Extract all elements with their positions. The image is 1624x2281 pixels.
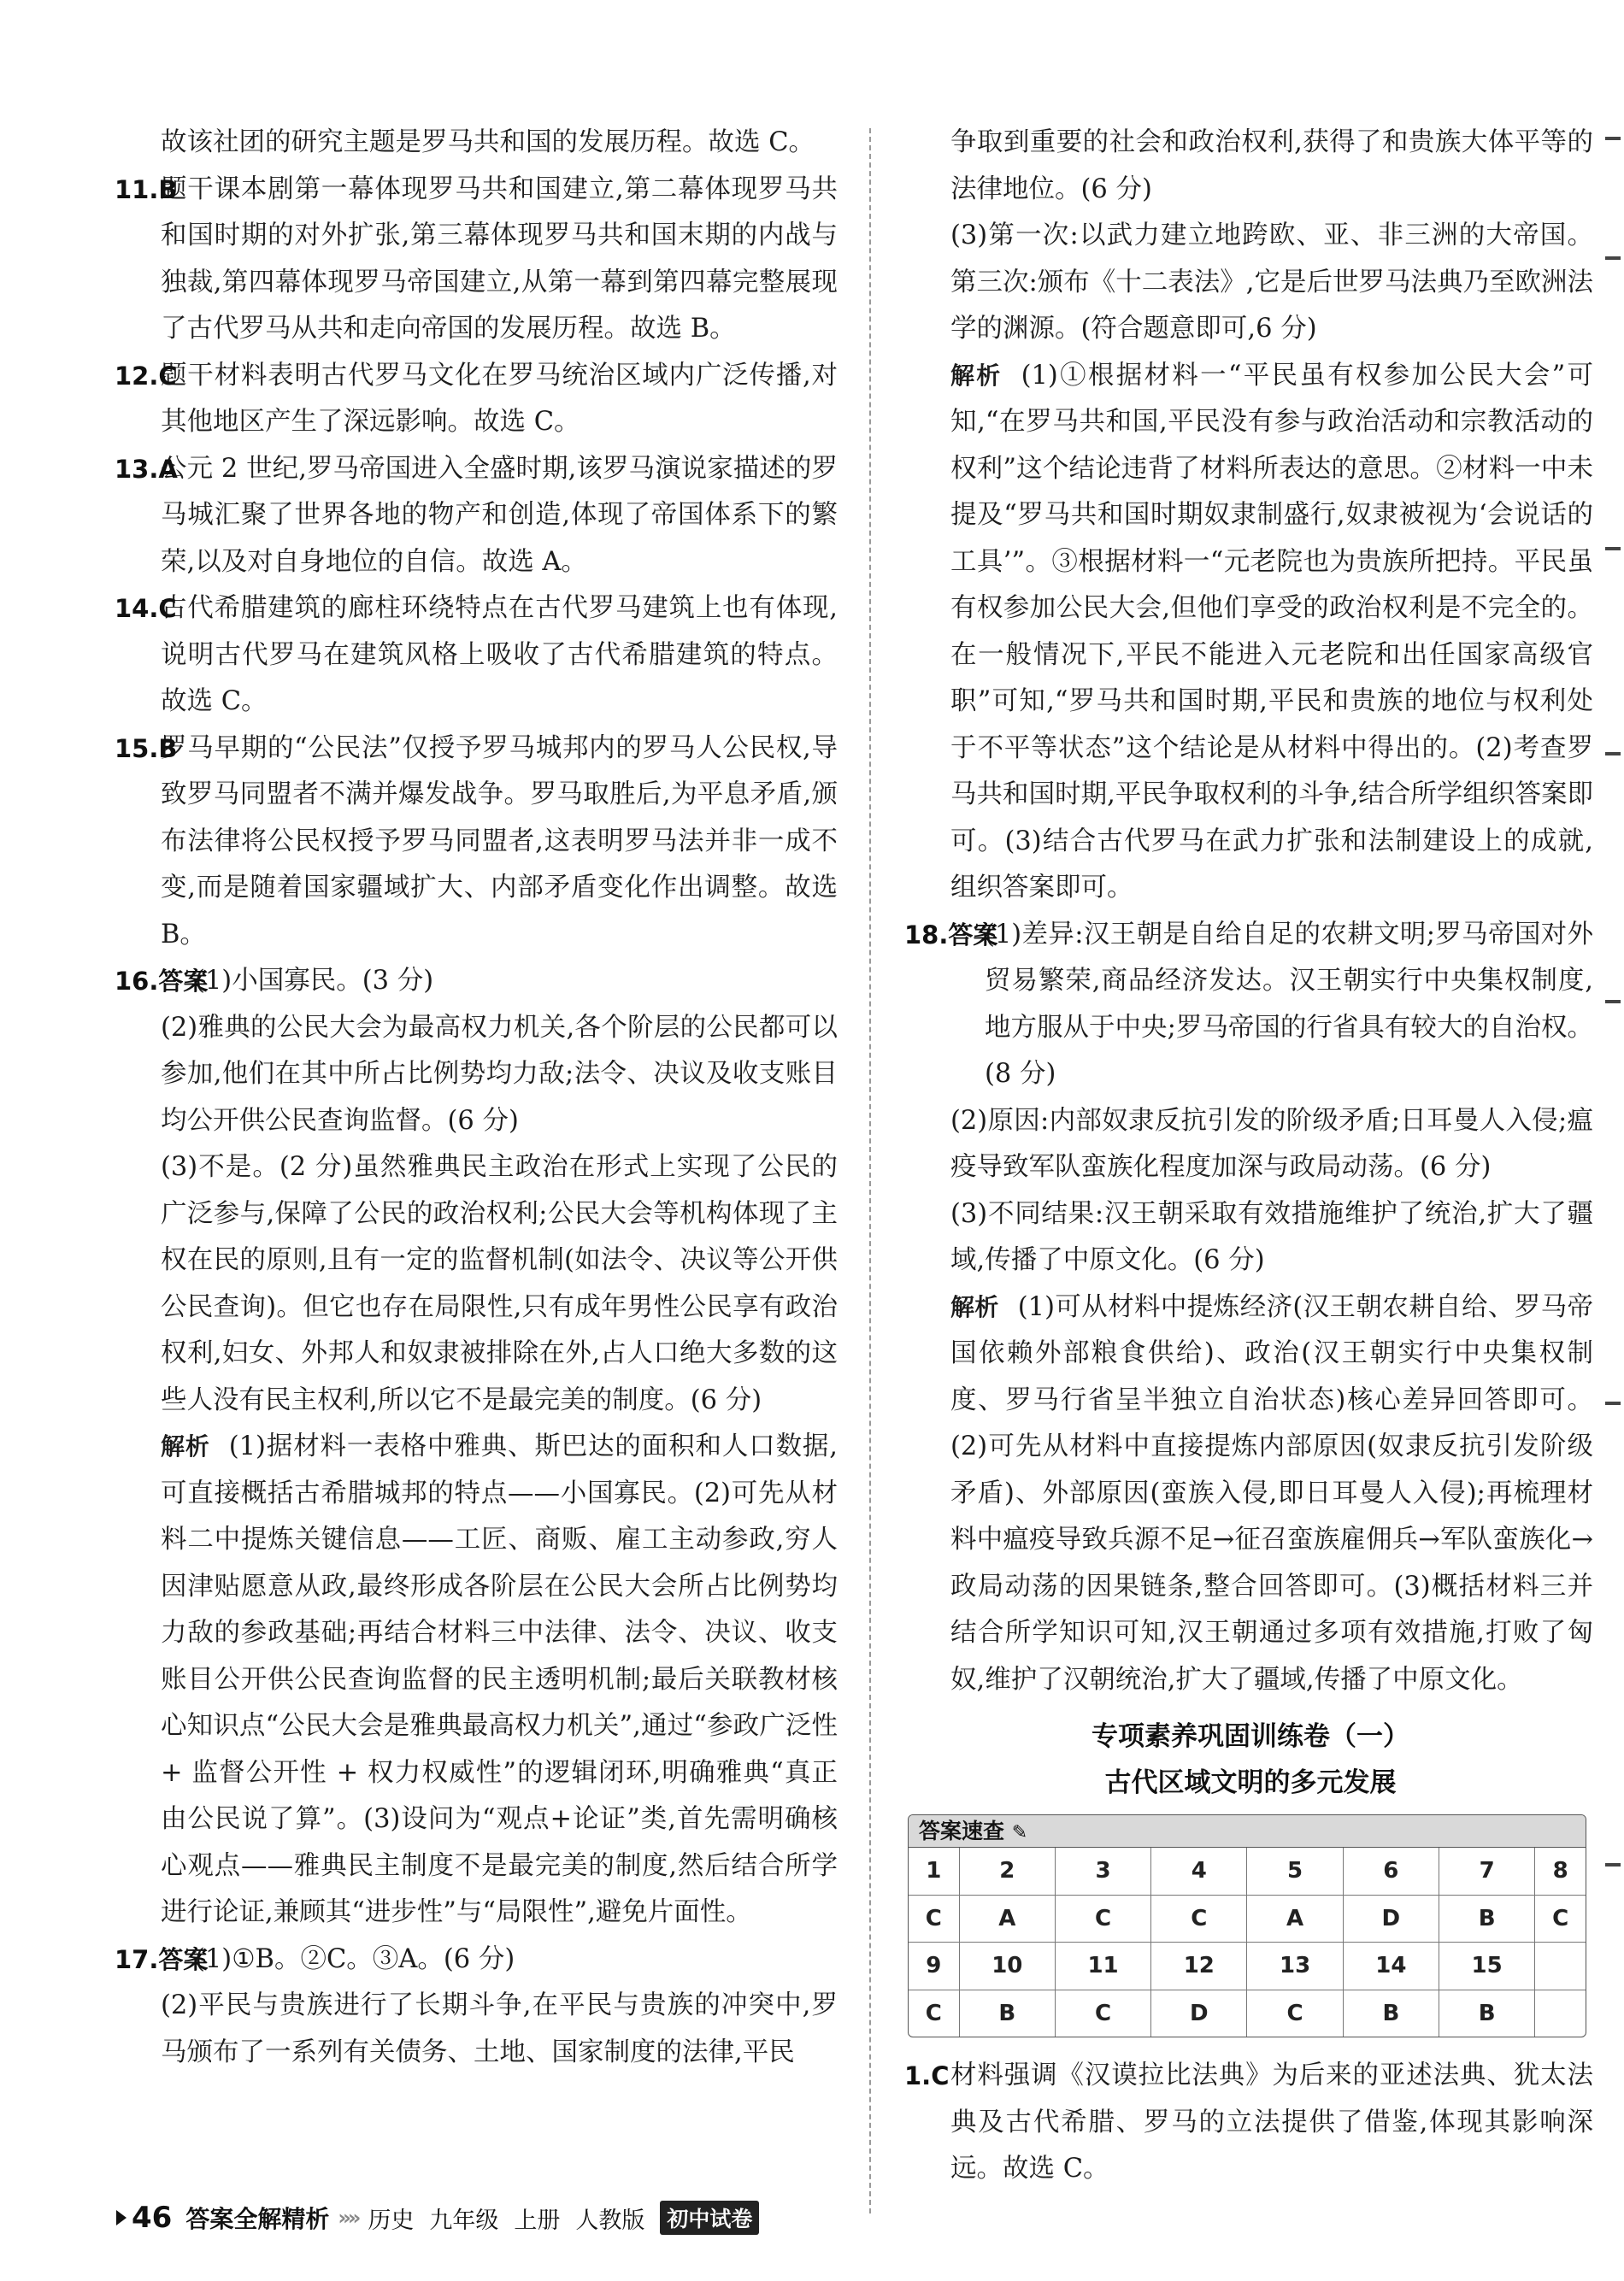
question-number: 2: [959, 1848, 1055, 1895]
answer-letter: B: [1343, 1990, 1439, 2037]
column-divider: [869, 128, 871, 2213]
analysis-text: (1)①根据材料一“平民虽有权参加公民大会”可知,“在罗马共和国,平民没有参与政治活动和宗教活动的权利”这个结论违背了材料所表达的意思。②材料一中未提及“罗马共和国时期奴隶制盛行,奴隶被视为‘会说话的工具’”。③根据材料一“元老院也为贵族所把持。平民虽有权参加公民大会,但他们享受的政治权利是不完全的。在一般情况下,平民不能进入元老院和出任国家高级官职”可知,“罗马共和国时期,平民和贵族的地位与权利处于不平等状态”这个结论是从材料中得出的。(2)考查罗马共和国时期,平民争取权利的斗争,结合所学组织答案即可。(3)结合古代罗马在武力扩张和法制建设上的成就,组织答案即可。: [950, 360, 1593, 902]
answer-letter: C: [1535, 1895, 1586, 1943]
item-text: 题干课本剧第一幕体现罗马共和国建立,第二幕体现罗马共和国时期的对外扩张,第三幕体现罗马共和国末期的内战与独裁,第四幕体现罗马帝国建立,从第一幕到第四幕完整展现了古代罗马从共和走向帝国的发展历程。故选 B。: [161, 173, 838, 344]
edge-mark: [1605, 1863, 1621, 1867]
item-label: 17.答案: [115, 1944, 209, 1974]
section-title: 专项素养巩固训练卷（一）: [1091, 1721, 1409, 1752]
answer-part-1: (1)差异:汉王朝是自给自足的农耕文明;罗马帝国对外贸易繁荣,商品经济发达。汉王朝实行中央集权制度,地方服从于中央;罗马帝国的行省具有较大的自治权。(8 分): [985, 919, 1593, 1089]
answer-item-18: [904, 912, 1593, 1704]
triangle-arrow-icon: [116, 2210, 127, 2225]
item-label: 14.C: [115, 594, 177, 623]
answer-item-1: [904, 2053, 1593, 2193]
answer-item-17: [115, 1937, 838, 2077]
edition-label: 人教版: [575, 2207, 645, 2234]
question-number: 1: [909, 1848, 959, 1895]
answer-part-3: (3)不是。(2 分)虽然雅典民主政治在形式上实现了公民的广泛参与,保障了公民的政治权利;公民大会等机构体现了主权在民的原则,且有一定的监督机制(如法令、决议等公开供公民查询)。但它也存在局限性,只有成年男性公民享有政治权利,妇女、外邦人和奴隶被排除在外,占人口绝大多数的这些人没有民主权利,所以它不是最完美的制度。(6 分): [161, 1152, 838, 1415]
question-number: 9: [909, 1943, 959, 1990]
answer-letter: D: [1343, 1895, 1439, 1943]
answer-part-2: (2)平民与贵族进行了长期斗争,在平民与贵族的冲突中,罗马颁布了一系列有关债务、土地、国家制度的法律,平民: [161, 1990, 838, 2067]
answer-item-13: [115, 446, 838, 586]
empty-cell: [1535, 1990, 1586, 2037]
edge-mark: [1605, 547, 1621, 550]
page-number: 46: [132, 2201, 173, 2235]
edge-mark: [1605, 1000, 1621, 1003]
question-number: 11: [1055, 1943, 1150, 1990]
table-row: [909, 1943, 1586, 1990]
edge-mark: [1605, 752, 1621, 755]
answer-item-12: [115, 353, 838, 446]
answer-item-16: [115, 958, 838, 1937]
intro-text: 故该社团的研究主题是罗马共和国的发展历程。故选 C。: [161, 127, 815, 157]
item-text: 公元 2 世纪,罗马帝国进入全盛时期,该罗马演说家描述的罗马城汇聚了世界各地的物产和创造,体现了帝国体系下的繁荣,以及对自身地位的自信。故选 A。: [161, 453, 838, 577]
item-label: 15.B: [115, 733, 178, 763]
edge-mark: [1605, 256, 1621, 260]
question-number: 12: [1151, 1943, 1247, 1990]
quick-answer-title: 答案速查: [919, 1819, 1005, 1843]
answer-letter: C: [909, 1990, 959, 2037]
answer-letter: C: [1247, 1990, 1343, 2037]
item-label: 11.B: [115, 174, 178, 204]
edge-mark: [1605, 1402, 1621, 1405]
question-number: 14: [1343, 1943, 1439, 1990]
answer-letter: C: [1151, 1895, 1247, 1943]
answer-item-14: [115, 585, 838, 726]
question-number: 10: [959, 1943, 1055, 1990]
table-row: [909, 1990, 1586, 2037]
question-number: 7: [1439, 1848, 1534, 1895]
answer-17-analysis: [908, 353, 1593, 912]
edge-mark: [1605, 137, 1621, 140]
answer-letter: B: [1439, 1895, 1534, 1943]
answer-part-1: (1)①B。②C。③A。(6 分): [195, 1943, 515, 1974]
answer-grid: [909, 1848, 1586, 2037]
item-label: 18.答案: [904, 920, 998, 949]
answer-part-2: (2)雅典的公民大会为最高权力机关,各个阶层的公民都可以参加,他们在其中所占比例势均力敌;法令、决议及收支账目均公开供公民查询监督。(6 分): [161, 1012, 838, 1136]
question-number: 3: [1055, 1848, 1150, 1895]
check-pencil-icon: ✎: [1011, 1822, 1028, 1843]
answer-part-1: (1)小国寡民。(3 分): [195, 966, 434, 996]
item-label: 12.C: [115, 361, 177, 391]
item-label: 16.答案: [115, 967, 209, 996]
analysis-label: 解析: [161, 1432, 210, 1461]
question-number: 13: [1247, 1943, 1343, 1990]
item-text: 罗马早期的“公民法”仅授予罗马城邦内的罗马人公民权,导致罗马同盟者不满并爆发战争。罗马取胜后,为平息矛盾,颁布法律将公民权授予罗马同盟者,这表明罗马法并非一成不变,而是随着国家疆域扩大、内部矛盾变化作出调整。故选 B。: [161, 732, 838, 949]
answer-letter: C: [909, 1895, 959, 1943]
item-text: 题干材料表明古代罗马文化在罗马统治区域内广泛传播,对其他地区产生了深远影响。故选 C。: [161, 360, 838, 437]
analysis-text: (1)可从材料中提炼经济(汉王朝农耕自给、罗马帝国依赖外部粮食供给)、政治(汉王朝实行中央集权制度、罗马行省呈半独立自治状态)核心差异回答即可。(2)可先从材料中直接提炼内部原因(奴隶反抗引发阶级矛盾)、外部原因(蛮族入侵,即日耳曼人入侵);再梳理材料中瘟疫导致兵源不足→征召蛮族雇佣兵→军队蛮族化→政局动荡的因果链条,整合回答即可。(3)概括材料三并结合所学知识可知,汉王朝通过多项有效措施,打败了匈奴,维护了汉朝统治,扩大了疆域,传播了中原文化。: [950, 1291, 1593, 1695]
answer-17-continued: 争取到重要的社会和政治权利,获得了和贵族大体平等的法律地位。(6 分): [950, 127, 1593, 204]
analysis-paragraph: [161, 1424, 838, 1937]
answer-letter: D: [1151, 1990, 1247, 2037]
item-label: 1.C: [904, 2061, 950, 2090]
page-edge: [1598, 0, 1624, 2281]
analysis-label: 解析: [950, 1292, 999, 1321]
empty-cell: [1535, 1943, 1586, 1990]
answer-letter: C: [1055, 1990, 1150, 2037]
answer-part-2: (2)原因:内部奴隶反抗引发的阶级矛盾;日耳曼人入侵;瘟疫导致军队蛮族化程度加深与政局动荡。(6 分): [950, 1105, 1593, 1182]
question-number: 15: [1439, 1943, 1534, 1990]
quick-answer-table: [908, 1814, 1586, 2037]
answer-letter: A: [959, 1895, 1055, 1943]
double-chevron-icon: »»: [338, 2206, 358, 2230]
table-row: [909, 1895, 1586, 1943]
answer-17-part-3: (3)第一次:以武力建立地跨欧、亚、非三洲的大帝国。第三次:颁布《十二表法》,它是后世罗马法典乃至欧洲法学的渊源。(符合题意即可,6 分): [950, 220, 1593, 344]
question-number: 8: [1535, 1848, 1586, 1895]
answer-part-3: (3)不同结果:汉王朝采取有效措施维护了统治,扩大了疆域,传播了中原文化。(6 分): [950, 1198, 1593, 1275]
section-subtitle: 古代区域文明的多元发展: [1104, 1767, 1397, 1798]
book-title: 答案全解精析: [185, 2205, 330, 2233]
answer-letter: C: [1055, 1895, 1150, 1943]
item-text: 材料强调《汉谟拉比法典》为后来的亚述法典、犹太法典及古代希腊、罗马的立法提供了借鉴,体现其影响深远。故选 C。: [950, 2061, 1593, 2184]
analysis-paragraph: [950, 1285, 1593, 1704]
subject-label: 历史: [368, 2207, 415, 2234]
question-number: 6: [1343, 1848, 1439, 1895]
answer-letter: B: [1439, 1990, 1534, 2037]
series-badge: 初中试卷: [660, 2201, 759, 2235]
table-row: [909, 1848, 1586, 1895]
question-number: 4: [1151, 1848, 1247, 1895]
volume-label: 上册: [514, 2207, 561, 2234]
analysis-text: (1)据材料一表格中雅典、斯巴达的面积和人口数据,可直接概括古希腊城邦的特点——小国寡民。(2)可先从材料二中提炼关键信息——工匠、商贩、雇工主动参政,穷人因津贴愿意从政,最终形成各阶层在公民大会所占比例势均力敌的参政基础;再结合材料三中法律、法令、决议、收支账目公开供公民查询监督的民主透明机制;最后关联教材核心知识点“公民大会是雅典最高权力机关”,通过“参政广泛性 + 监督公开性 + 权力权威性”的逻辑闭环,明确雅典“真正由公民说了算”。(3)设问为“观点+论证”类,首先需明确核心观点——雅典民主制度不是最完美的制度,然后结合所学进行论证,兼顾其“进步性”与“局限性”,避免片面性。: [161, 1432, 838, 1927]
page-footer: [116, 2198, 759, 2237]
item-label: 13.A: [115, 454, 178, 484]
question-number: 5: [1247, 1848, 1343, 1895]
left-column: [115, 120, 838, 2076]
item-text: 古代希腊建筑的廊柱环绕特点在古代罗马建筑上也有体现,说明古代罗马在建筑风格上吸收了古代希腊建筑的特点。故选 C。: [161, 593, 838, 716]
right-column: [904, 120, 1593, 2193]
grade-label: 九年级: [429, 2207, 499, 2234]
answer-item-15: [115, 726, 838, 959]
answer-letter: B: [959, 1990, 1055, 2037]
analysis-label: 解析: [950, 361, 1003, 390]
answer-item-11: [115, 167, 838, 353]
quick-answer-header: [909, 1815, 1586, 1848]
answer-letter: A: [1247, 1895, 1343, 1943]
